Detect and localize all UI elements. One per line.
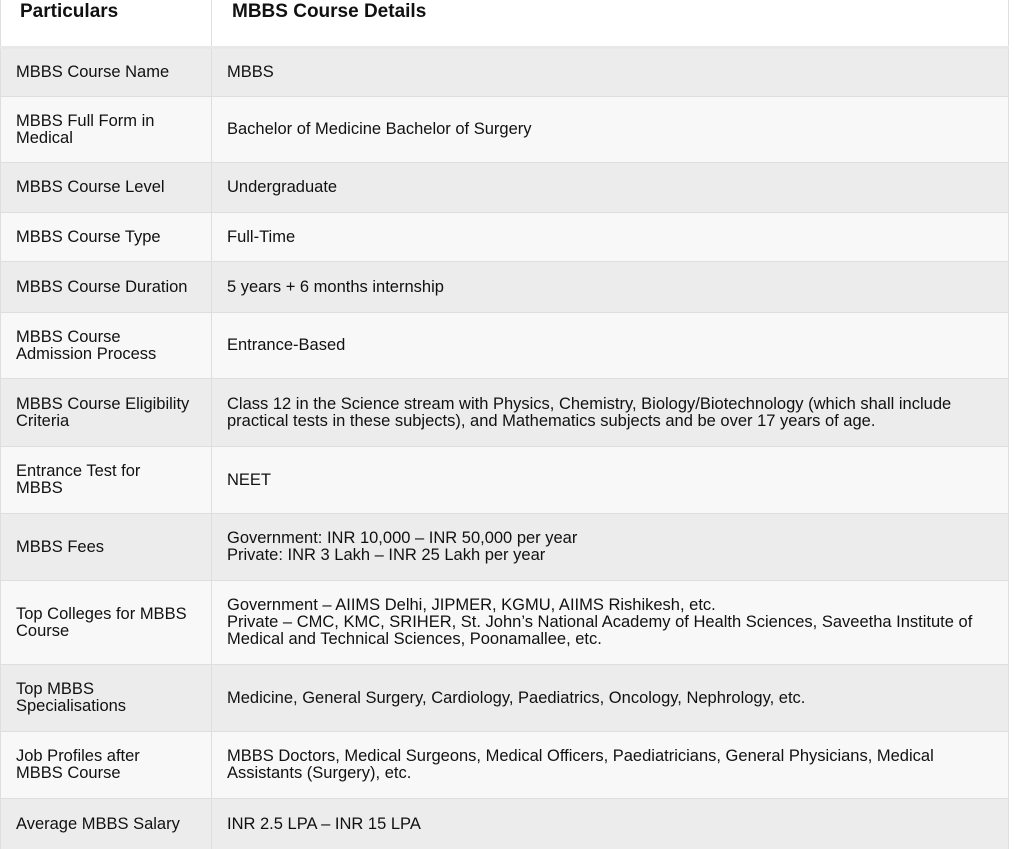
row-value (212, 262, 1009, 313)
value-line: Full-Time (227, 227, 296, 246)
row-label: Entrance Test for MBBS (1, 447, 212, 514)
table-row (1, 732, 1009, 799)
row-value (212, 514, 1009, 581)
row-value (212, 732, 1009, 799)
table-row (1, 799, 1009, 849)
table-header (1, 0, 1009, 48)
row-value (212, 97, 1009, 163)
table-row (1, 163, 1009, 213)
row-label: Top Colleges for MBBS Course (1, 581, 212, 665)
row-label: MBBS Full Form in Medical (1, 97, 212, 163)
value-line: Government: INR 10,000 – INR 50,000 per year (227, 529, 578, 547)
header-course-details: MBBS Course Details (212, 0, 1009, 48)
row-label: MBBS Course Level (1, 163, 212, 213)
row-label: MBBS Course Duration (1, 262, 212, 313)
value-line: Medicine, General Surgery, Cardiology, Paediatrics, Oncology, Nephrology, etc. (227, 688, 806, 707)
table-row (1, 665, 1009, 732)
row-label: MBBS Fees (1, 514, 212, 581)
value-line: Entrance-Based (227, 336, 346, 354)
row-value (212, 379, 1009, 447)
table-row (1, 262, 1009, 313)
table-row (1, 379, 1009, 447)
value-line: Undergraduate (227, 178, 338, 196)
value-line: 5 years + 6 months internship (227, 277, 444, 296)
row-label: MBBS Course Type (1, 213, 212, 262)
row-value (212, 447, 1009, 514)
table-body (1, 48, 1009, 849)
row-label: MBBS Course Admission Process (1, 313, 212, 379)
value-line: Private – CMC, KMC, SRIHER, St. John’s National Academy of Health Sciences, Saveetha Institute of Medical and Technical Sciences, Poonamallee, etc. (227, 613, 973, 648)
header-particulars: Particulars (1, 0, 212, 48)
row-value (212, 313, 1009, 379)
row-value (212, 581, 1009, 665)
table-row (1, 48, 1009, 97)
value-line: NEET (227, 470, 272, 489)
header-row (1, 0, 1009, 48)
value-line: INR 2.5 LPA – INR 15 LPA (227, 814, 421, 833)
table-row (1, 213, 1009, 262)
row-value (212, 799, 1009, 849)
row-value (212, 665, 1009, 732)
value-line: Government – AIIMS Delhi, JIPMER, KGMU, AIIMS Rishikesh, etc. (227, 596, 716, 614)
row-label: MBBS Course Name (1, 48, 212, 97)
table-row (1, 514, 1009, 581)
table-row (1, 581, 1009, 665)
table-row (1, 313, 1009, 379)
row-value (212, 213, 1009, 262)
table-row (1, 447, 1009, 514)
row-value (212, 163, 1009, 213)
row-label: MBBS Course Eligibility Criteria (1, 379, 212, 447)
value-line: MBBS Doctors, Medical Surgeons, Medical Officers, Paediatricians, General Physicians, Medical Assistants (Surgery), etc. (227, 747, 934, 782)
value-line: Bachelor of Medicine Bachelor of Surgery (227, 120, 532, 138)
value-line: Class 12 in the Science stream with Physics, Chemistry, Biology/Biotechnology (which shall include practical tests in these subjects), and Mathematics subjects and be over 17 years of age. (227, 394, 952, 430)
row-label: Job Profiles after MBBS Course (1, 732, 212, 799)
row-label: Average MBBS Salary (1, 799, 212, 849)
value-line: Private: INR 3 Lakh – INR 25 Lakh per year (227, 546, 546, 564)
value-line: MBBS (227, 63, 274, 81)
table-row (1, 97, 1009, 163)
row-value (212, 48, 1009, 97)
row-label: Top MBBS Specialisations (1, 665, 212, 732)
